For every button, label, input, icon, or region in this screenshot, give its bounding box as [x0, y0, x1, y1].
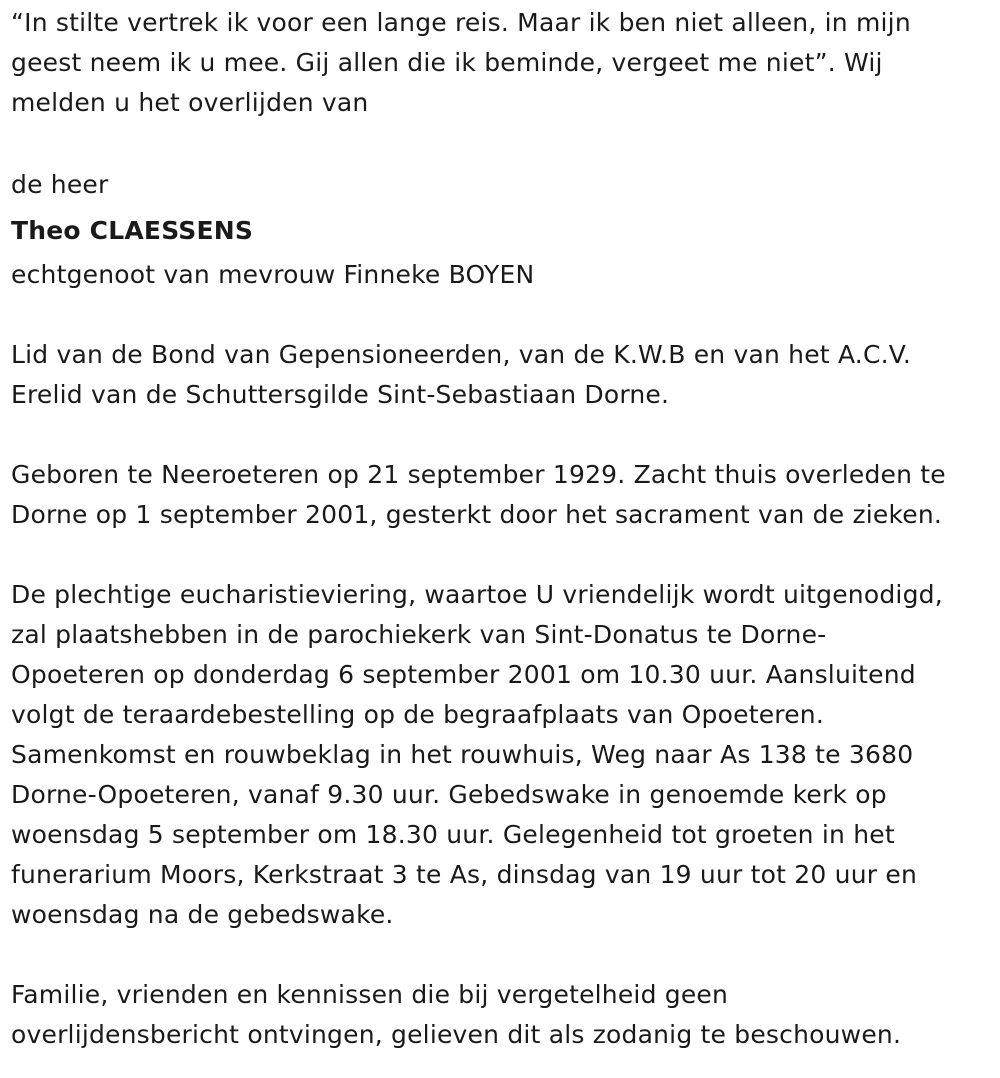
text-line: Erelid van de Schuttersgilde Sint-Sebastiaan Dorne. — [11, 380, 670, 409]
text-line: volgt de teraardebestelling op de begraafplaats van Opoeteren. — [11, 700, 824, 729]
text-line: Geboren te Neeroeteren op 21 september 1929. Zacht thuis overleden te — [11, 460, 946, 489]
text-line: woensdag na de gebedswake. — [11, 900, 394, 929]
text-line: Lid van de Bond van Gepensioneerden, van de K.W.B en van het A.C.V. — [11, 340, 911, 369]
text-line: Familie, vrienden en kennissen die bij vergetelheid geen — [11, 980, 729, 1009]
text-line: De plechtige eucharistieviering, waartoe U vriendelijk wordt uitgenodigd, — [11, 580, 943, 609]
text-line: melden u het overlijden van — [11, 88, 369, 117]
deceased-name: Theo CLAESSENS — [11, 216, 254, 245]
memberships-paragraph — [11, 335, 996, 415]
text-line: zal plaatshebben in de parochiekerk van Sint-Donatus te Dorne- — [11, 620, 827, 649]
closing-paragraph — [11, 975, 996, 1055]
ceremony-paragraph — [11, 575, 996, 935]
text-line: overlijdensbericht ontvingen, gelieven dit als zodanig te beschouwen. — [11, 1020, 902, 1049]
obituary-notice — [11, 3, 996, 1055]
salutation: de heer — [11, 170, 109, 199]
intro-paragraph — [11, 3, 996, 123]
text-line: Opoeteren op donderdag 6 september 2001 om 10.30 uur. Aansluitend — [11, 660, 916, 689]
text-line: “In stilte vertrek ik voor een lange reis. Maar ik ben niet alleen, in mijn — [11, 8, 911, 37]
text-line: geest neem ik u mee. Gij allen die ik beminde, vergeet me niet”. Wij — [11, 48, 883, 77]
birth-death-paragraph — [11, 455, 996, 535]
text-line: Dorne-Opoeteren, vanaf 9.30 uur. Gebedswake in genoemde kerk op — [11, 780, 887, 809]
text-line: Dorne op 1 september 2001, gesterkt door het sacrament van de zieken. — [11, 500, 943, 529]
text-line: Samenkomst en rouwbeklag in het rouwhuis, Weg naar As 138 te 3680 — [11, 740, 914, 769]
spouse-line: echtgenoot van mevrouw Finneke BOYEN — [11, 260, 535, 289]
text-line: funerarium Moors, Kerkstraat 3 te As, dinsdag van 19 uur tot 20 uur en — [11, 860, 917, 889]
text-line: woensdag 5 september om 18.30 uur. Gelegenheid tot groeten in het — [11, 820, 895, 849]
